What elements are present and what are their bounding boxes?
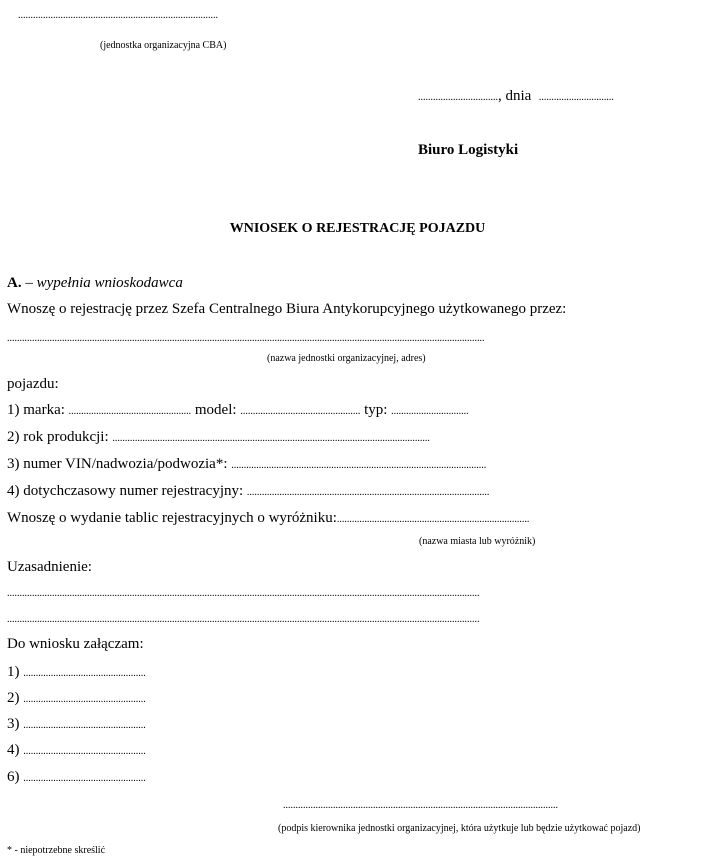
attachment-dots: ................................................. [23,668,146,679]
reg-row [7,483,489,500]
marka-row [7,402,469,419]
signature-caption: (podpis kierownika jednostki organizacyjnej, która użytkuje lub będzie użytkować pojazd) [278,823,641,834]
typ-label: typ: [364,402,388,418]
plates-row [7,510,529,527]
uzas-line-1: ............................................................................................................................................................................................. [7,588,480,599]
rok-row [7,429,430,446]
section-letter: A. [7,275,22,291]
vin-dots: ...................................................................................................... [231,460,487,471]
plates-dots: ............................................................................. [336,514,530,525]
vehicle-label: pojazdu: [7,376,59,392]
applicant-unit-caption: (nazwa jednostki organizacyjnej, adres) [267,353,426,364]
place-dots: ................................ [418,92,498,103]
attachment-num: 3) [7,716,20,732]
reg-dots: ................................................................................................. [246,487,490,498]
model-dots: ................................................ [240,406,361,417]
section-a-header [7,275,183,292]
marka-label: 1) marka: [7,402,65,418]
place-date-line [418,88,614,105]
section-subtitle: – wypełnia wnioskodawca [25,275,183,291]
attachment-item [7,664,146,681]
unit-caption: (jednostka organizacyjna CBA) [100,40,227,51]
applicant-unit-dots: ............................................................................................................................................................................................... [7,333,485,344]
attachment-item [7,690,146,707]
attachment-item [7,742,146,759]
dnia-label: , dnia [498,88,532,104]
vin-label: 3) numer VIN/nadwozia/podwozia*: [7,456,228,472]
attachment-num: 1) [7,664,20,680]
attach-label: Do wniosku załączam: [7,636,144,652]
uzas-line-2: ............................................................................................................................................................................................. [7,614,480,625]
footnote: * - niepotrzebne skreślić [7,845,106,856]
unit-dots: ................................................................................ [18,10,218,21]
rok-dots: ............................................................................................................................... [112,433,430,444]
plates-caption: (nazwa miasta lub wyróżnik) [419,536,536,547]
plates-label: Wnoszę o wydanie tablic rejestracyjnych o wyróżniku: [7,510,337,526]
rok-label: 2) rok produkcji: [7,429,109,445]
typ-dots: ............................... [391,406,469,417]
document-title: WNIOSEK O REJESTRACJĘ POJAZDU [229,221,486,236]
model-label: model: [194,402,237,418]
attachment-num: 2) [7,690,20,706]
attachment-dots: ................................................. [23,720,146,731]
vin-row [7,456,486,473]
request-line: Wnoszę o rejestrację przez Szefa Centralnego Biura Antykorupcyjnego użytkowanego przez: [7,301,567,317]
attachment-dots: ................................................. [23,694,146,705]
attachment-num: 4) [7,742,20,758]
signature-dots: .............................................................................................................. [283,800,558,811]
attachment-dots: ................................................. [23,746,146,757]
recipient: Biuro Logistyki [418,142,519,158]
marka-dots: ................................................. [68,406,192,417]
attachment-item [7,716,146,733]
reg-label: 4) dotychczasowy numer rejestracyjny: [7,483,244,499]
attachment-dots: ................................................. [23,773,146,784]
attachment-item [7,769,146,786]
date-dots: .............................. [538,92,614,103]
attachment-num: 6) [7,769,20,785]
uzas-label: Uzasadnienie: [7,559,92,575]
